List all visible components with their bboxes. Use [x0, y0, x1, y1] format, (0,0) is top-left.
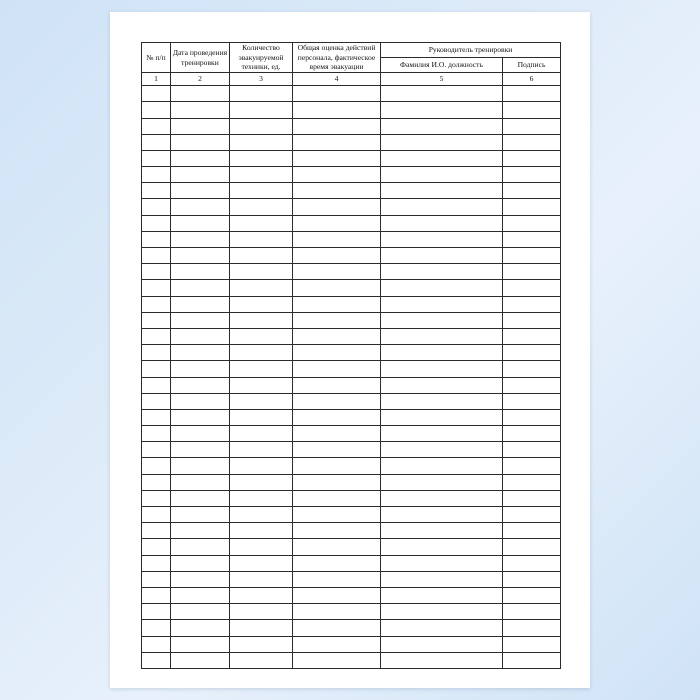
table-cell[interactable] — [142, 507, 171, 523]
table-cell[interactable] — [381, 555, 503, 571]
table-head — [142, 43, 561, 86]
table-row[interactable] — [142, 426, 561, 442]
table-cell[interactable] — [230, 377, 293, 393]
table-cell[interactable] — [142, 183, 171, 199]
table-cell[interactable] — [142, 199, 171, 215]
table-cell[interactable] — [171, 312, 230, 328]
table-cell[interactable] — [230, 652, 293, 668]
table-row[interactable] — [142, 328, 561, 344]
table-cell[interactable] — [171, 296, 230, 312]
table-cell[interactable] — [230, 539, 293, 555]
table-cell[interactable] — [381, 150, 503, 166]
table-cell[interactable] — [142, 345, 171, 361]
table-cell[interactable] — [171, 393, 230, 409]
table-cell[interactable] — [171, 604, 230, 620]
table-cell[interactable] — [503, 134, 561, 150]
table-cell[interactable] — [230, 361, 293, 377]
table-cell[interactable] — [293, 426, 381, 442]
table-cell[interactable] — [230, 86, 293, 102]
table-cell[interactable] — [142, 296, 171, 312]
table-cell[interactable] — [381, 167, 503, 183]
table-cell[interactable] — [142, 215, 171, 231]
table-row[interactable] — [142, 167, 561, 183]
table-row[interactable] — [142, 507, 561, 523]
table-cell[interactable] — [293, 296, 381, 312]
table-cell[interactable] — [293, 377, 381, 393]
table-cell[interactable] — [171, 458, 230, 474]
table-body — [142, 86, 561, 669]
table-cell[interactable] — [230, 620, 293, 636]
table-cell[interactable] — [171, 231, 230, 247]
table-cell[interactable] — [142, 134, 171, 150]
table-cell[interactable] — [381, 328, 503, 344]
table-cell[interactable] — [171, 345, 230, 361]
table-cell[interactable] — [293, 393, 381, 409]
table-cell[interactable] — [503, 296, 561, 312]
table-cell[interactable] — [503, 474, 561, 490]
table-cell[interactable] — [381, 377, 503, 393]
table-cell[interactable] — [171, 150, 230, 166]
table-cell[interactable] — [171, 636, 230, 652]
header-supervisor-signature: Подпись — [503, 58, 561, 73]
table-cell[interactable] — [503, 199, 561, 215]
table-cell[interactable] — [381, 86, 503, 102]
table-cell[interactable] — [171, 652, 230, 668]
table-cell[interactable] — [293, 86, 381, 102]
table-cell[interactable] — [293, 571, 381, 587]
header-overall-assessment: Общая оценка действий персонала, фактическое время эвакуации — [293, 43, 381, 73]
table-cell[interactable] — [230, 523, 293, 539]
table-cell[interactable] — [293, 361, 381, 377]
table-cell[interactable] — [171, 248, 230, 264]
table-cell[interactable] — [142, 150, 171, 166]
table-cell[interactable] — [171, 474, 230, 490]
table-cell[interactable] — [381, 571, 503, 587]
table-row[interactable] — [142, 539, 561, 555]
table-cell[interactable] — [142, 539, 171, 555]
table-cell[interactable] — [142, 264, 171, 280]
table-row[interactable] — [142, 86, 561, 102]
table-cell[interactable] — [381, 474, 503, 490]
table-cell[interactable] — [171, 102, 230, 118]
table-row[interactable] — [142, 199, 561, 215]
table-row[interactable] — [142, 442, 561, 458]
table-cell[interactable] — [230, 134, 293, 150]
table-cell[interactable] — [171, 328, 230, 344]
table-cell[interactable] — [381, 296, 503, 312]
table-cell[interactable] — [171, 587, 230, 603]
table-cell[interactable] — [142, 636, 171, 652]
table-cell[interactable] — [293, 345, 381, 361]
table-cell[interactable] — [230, 555, 293, 571]
table-cell[interactable] — [293, 312, 381, 328]
table-cell[interactable] — [293, 604, 381, 620]
table-row[interactable] — [142, 409, 561, 425]
table-cell[interactable] — [142, 118, 171, 134]
table-cell[interactable] — [503, 215, 561, 231]
table-cell[interactable] — [142, 280, 171, 296]
table-cell[interactable] — [381, 490, 503, 506]
table-row[interactable] — [142, 312, 561, 328]
column-number-4: 4 — [293, 73, 381, 86]
table-cell[interactable] — [171, 620, 230, 636]
table-cell[interactable] — [381, 183, 503, 199]
table-cell[interactable] — [293, 264, 381, 280]
column-number-1: 1 — [142, 73, 171, 86]
table-cell[interactable] — [293, 280, 381, 296]
table-row[interactable] — [142, 377, 561, 393]
table-cell[interactable] — [381, 652, 503, 668]
table-cell[interactable] — [503, 571, 561, 587]
table-cell[interactable] — [293, 183, 381, 199]
table-row[interactable] — [142, 345, 561, 361]
table-container — [141, 42, 560, 669]
table-cell[interactable] — [230, 507, 293, 523]
table-cell[interactable] — [171, 199, 230, 215]
table-cell[interactable] — [171, 215, 230, 231]
table-cell[interactable] — [503, 636, 561, 652]
table-cell[interactable] — [503, 523, 561, 539]
table-cell[interactable] — [381, 458, 503, 474]
table-cell[interactable] — [381, 507, 503, 523]
table-cell[interactable] — [503, 507, 561, 523]
header-number: № п/п — [142, 43, 171, 73]
table-column-number-row — [142, 73, 561, 86]
table-cell[interactable] — [503, 652, 561, 668]
table-cell[interactable] — [171, 571, 230, 587]
table-cell[interactable] — [293, 231, 381, 247]
table-cell[interactable] — [381, 134, 503, 150]
table-cell[interactable] — [381, 280, 503, 296]
table-cell[interactable] — [503, 86, 561, 102]
table-cell[interactable] — [142, 377, 171, 393]
table-cell[interactable] — [142, 587, 171, 603]
table-cell[interactable] — [503, 587, 561, 603]
table-row[interactable] — [142, 604, 561, 620]
table-cell[interactable] — [142, 231, 171, 247]
table-cell[interactable] — [503, 231, 561, 247]
table-cell[interactable] — [171, 361, 230, 377]
table-row[interactable] — [142, 636, 561, 652]
table-row[interactable] — [142, 248, 561, 264]
table-cell[interactable] — [503, 361, 561, 377]
table-cell[interactable] — [503, 442, 561, 458]
header-supervisor-name: Фамилия И.О. должность — [381, 58, 503, 73]
table-cell[interactable] — [142, 571, 171, 587]
table-cell[interactable] — [171, 280, 230, 296]
table-cell[interactable] — [171, 490, 230, 506]
table-cell[interactable] — [171, 507, 230, 523]
table-cell[interactable] — [293, 409, 381, 425]
table-row[interactable] — [142, 393, 561, 409]
table-cell[interactable] — [142, 458, 171, 474]
table-cell[interactable] — [230, 442, 293, 458]
table-cell[interactable] — [142, 523, 171, 539]
table-cell[interactable] — [171, 183, 230, 199]
table-cell[interactable] — [293, 102, 381, 118]
table-cell[interactable] — [381, 264, 503, 280]
table-cell[interactable] — [142, 393, 171, 409]
table-cell[interactable] — [503, 280, 561, 296]
table-cell[interactable] — [503, 409, 561, 425]
table-cell[interactable] — [293, 118, 381, 134]
table-cell[interactable] — [503, 393, 561, 409]
table-cell[interactable] — [293, 587, 381, 603]
table-cell[interactable] — [381, 442, 503, 458]
table-cell[interactable] — [230, 150, 293, 166]
table-row[interactable] — [142, 231, 561, 247]
table-cell[interactable] — [230, 636, 293, 652]
table-cell[interactable] — [230, 118, 293, 134]
table-cell[interactable] — [381, 345, 503, 361]
table-cell[interactable] — [171, 523, 230, 539]
table-cell[interactable] — [381, 199, 503, 215]
table-row[interactable] — [142, 118, 561, 134]
table-cell[interactable] — [293, 442, 381, 458]
table-cell[interactable] — [381, 102, 503, 118]
table-cell[interactable] — [142, 409, 171, 425]
table-row[interactable] — [142, 571, 561, 587]
table-cell[interactable] — [503, 328, 561, 344]
table-cell[interactable] — [142, 167, 171, 183]
table-row[interactable] — [142, 183, 561, 199]
table-cell[interactable] — [381, 409, 503, 425]
table-cell[interactable] — [230, 345, 293, 361]
table-cell[interactable] — [381, 426, 503, 442]
table-cell[interactable] — [381, 636, 503, 652]
table-cell[interactable] — [503, 167, 561, 183]
table-cell[interactable] — [293, 507, 381, 523]
table-cell[interactable] — [503, 426, 561, 442]
table-cell[interactable] — [503, 604, 561, 620]
table-cell[interactable] — [230, 458, 293, 474]
header-equipment-count: Количество эвакуируемой техники, ед. — [230, 43, 293, 73]
table-cell[interactable] — [171, 426, 230, 442]
table-cell[interactable] — [230, 183, 293, 199]
table-row[interactable] — [142, 620, 561, 636]
column-number-6: 6 — [503, 73, 561, 86]
table-row[interactable] — [142, 134, 561, 150]
table-cell[interactable] — [503, 118, 561, 134]
table-cell[interactable] — [293, 215, 381, 231]
table-cell[interactable] — [230, 248, 293, 264]
table-cell[interactable] — [142, 426, 171, 442]
table-row[interactable] — [142, 361, 561, 377]
table-row[interactable] — [142, 474, 561, 490]
table-cell[interactable] — [171, 409, 230, 425]
table-cell[interactable] — [381, 361, 503, 377]
table-cell[interactable] — [381, 215, 503, 231]
table-row[interactable] — [142, 458, 561, 474]
table-cell[interactable] — [230, 312, 293, 328]
table-cell[interactable] — [142, 102, 171, 118]
table-row[interactable] — [142, 555, 561, 571]
table-cell[interactable] — [230, 604, 293, 620]
table-cell[interactable] — [503, 248, 561, 264]
table-row[interactable] — [142, 652, 561, 668]
column-number-3: 3 — [230, 73, 293, 86]
table-cell[interactable] — [381, 587, 503, 603]
table-cell[interactable] — [503, 345, 561, 361]
table-row[interactable] — [142, 490, 561, 506]
table-cell[interactable] — [142, 361, 171, 377]
table-cell[interactable] — [142, 604, 171, 620]
table-cell[interactable] — [293, 248, 381, 264]
table-cell[interactable] — [142, 620, 171, 636]
table-cell[interactable] — [381, 539, 503, 555]
table-cell[interactable] — [171, 442, 230, 458]
table-cell[interactable] — [381, 118, 503, 134]
table-row[interactable] — [142, 215, 561, 231]
table-cell[interactable] — [381, 231, 503, 247]
table-cell[interactable] — [293, 620, 381, 636]
table-cell[interactable] — [381, 604, 503, 620]
table-cell[interactable] — [503, 377, 561, 393]
table-cell[interactable] — [293, 199, 381, 215]
table-row[interactable] — [142, 150, 561, 166]
table-cell[interactable] — [230, 296, 293, 312]
header-date: Дата проведения тренировки — [171, 43, 230, 73]
table-cell[interactable] — [293, 636, 381, 652]
table-row[interactable] — [142, 102, 561, 118]
table-row[interactable] — [142, 296, 561, 312]
table-cell[interactable] — [142, 442, 171, 458]
table-cell[interactable] — [142, 652, 171, 668]
table-cell[interactable] — [293, 150, 381, 166]
table-cell[interactable] — [293, 167, 381, 183]
table-row[interactable] — [142, 587, 561, 603]
table-cell[interactable] — [503, 312, 561, 328]
table-row[interactable] — [142, 264, 561, 280]
table-cell[interactable] — [293, 523, 381, 539]
table-cell[interactable] — [171, 134, 230, 150]
table-cell[interactable] — [230, 215, 293, 231]
table-cell[interactable] — [142, 86, 171, 102]
table-cell[interactable] — [171, 118, 230, 134]
table-cell[interactable] — [230, 167, 293, 183]
table-cell[interactable] — [230, 280, 293, 296]
column-number-2: 2 — [171, 73, 230, 86]
header-training-supervisor: Руководитель тренировки — [381, 43, 561, 58]
table-row[interactable] — [142, 523, 561, 539]
table-cell[interactable] — [503, 183, 561, 199]
table-cell[interactable] — [293, 652, 381, 668]
table-cell[interactable] — [171, 86, 230, 102]
table-cell[interactable] — [230, 474, 293, 490]
table-cell[interactable] — [142, 474, 171, 490]
table-cell[interactable] — [230, 328, 293, 344]
table-cell[interactable] — [503, 539, 561, 555]
table-cell[interactable] — [171, 167, 230, 183]
table-cell[interactable] — [503, 555, 561, 571]
table-cell[interactable] — [230, 409, 293, 425]
table-cell[interactable] — [142, 490, 171, 506]
table-cell[interactable] — [293, 474, 381, 490]
table-cell[interactable] — [230, 393, 293, 409]
table-cell[interactable] — [230, 490, 293, 506]
table-cell[interactable] — [142, 248, 171, 264]
table-cell[interactable] — [381, 312, 503, 328]
table-cell[interactable] — [503, 458, 561, 474]
table-cell[interactable] — [293, 490, 381, 506]
table-cell[interactable] — [381, 248, 503, 264]
table-cell[interactable] — [381, 620, 503, 636]
table-cell[interactable] — [230, 571, 293, 587]
table-cell[interactable] — [230, 587, 293, 603]
table-cell[interactable] — [171, 377, 230, 393]
evacuation-training-log-table — [141, 42, 561, 669]
table-cell[interactable] — [293, 555, 381, 571]
table-cell[interactable] — [171, 264, 230, 280]
table-cell[interactable] — [230, 199, 293, 215]
table-cell[interactable] — [142, 312, 171, 328]
table-header-row-1 — [142, 43, 561, 58]
table-cell[interactable] — [171, 539, 230, 555]
table-cell[interactable] — [381, 523, 503, 539]
table-cell[interactable] — [230, 231, 293, 247]
table-row[interactable] — [142, 280, 561, 296]
table-cell[interactable] — [503, 490, 561, 506]
table-cell[interactable] — [293, 539, 381, 555]
table-cell[interactable] — [503, 102, 561, 118]
column-number-5: 5 — [381, 73, 503, 86]
table-cell[interactable] — [503, 150, 561, 166]
table-cell[interactable] — [293, 458, 381, 474]
table-cell[interactable] — [503, 620, 561, 636]
table-cell[interactable] — [503, 264, 561, 280]
table-cell[interactable] — [142, 555, 171, 571]
table-cell[interactable] — [230, 264, 293, 280]
table-cell[interactable] — [230, 102, 293, 118]
table-cell[interactable] — [142, 328, 171, 344]
table-cell[interactable] — [230, 426, 293, 442]
table-cell[interactable] — [293, 134, 381, 150]
document-page — [110, 12, 590, 688]
table-cell[interactable] — [293, 328, 381, 344]
table-cell[interactable] — [171, 555, 230, 571]
table-cell[interactable] — [381, 393, 503, 409]
